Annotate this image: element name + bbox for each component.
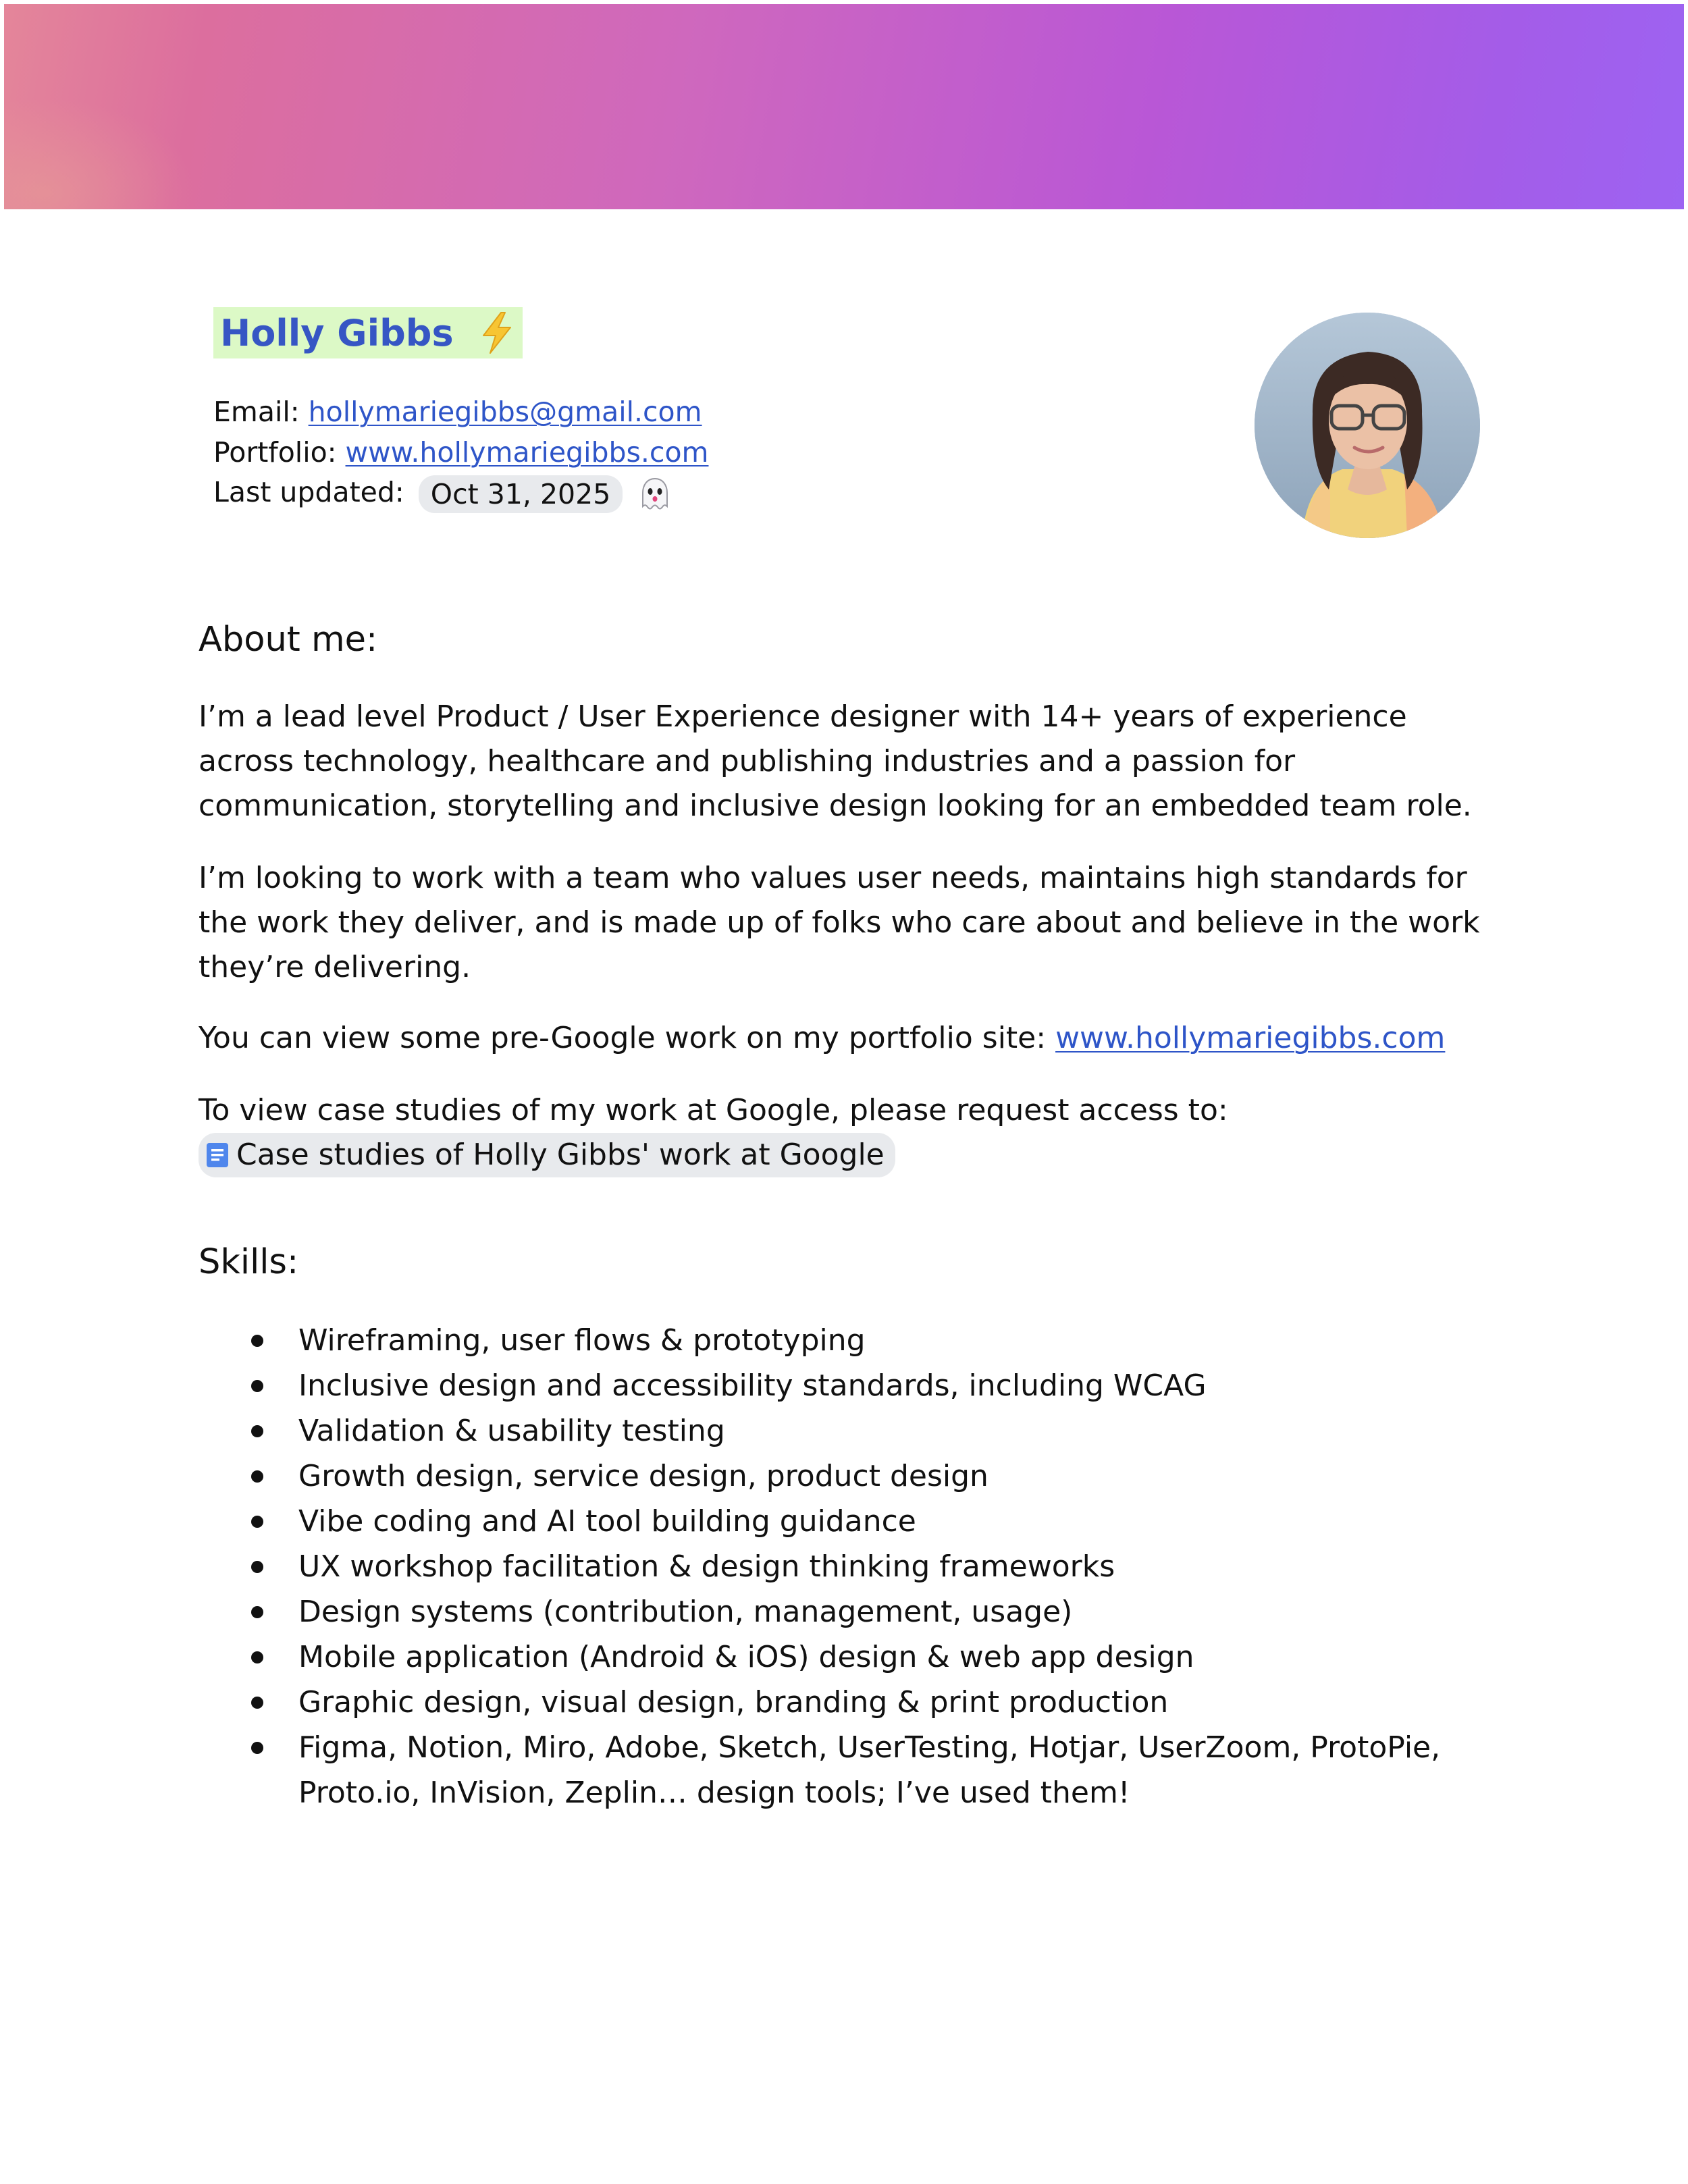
about-paragraph-2 — [199, 856, 1508, 990]
about-paragraph-1 — [199, 695, 1508, 828]
about-heading: About me: — [199, 620, 378, 660]
about-text-1: I’m a lead level Product / User Experience designer with 14+ years of experience across technology, healthcare and publishing industries and a passion for communication, storytelling and inclusive design looking for an embedded team role. — [199, 699, 1472, 823]
skill-text: Mobile application (Android & iOS) design & web app design — [298, 1640, 1194, 1674]
bullet-icon — [251, 1606, 263, 1618]
case-studies-doc-chip[interactable] — [199, 1133, 895, 1177]
list-item — [199, 1363, 1522, 1408]
about-text-2: I’m looking to work with a team who values user needs, maintains high standards for the work they deliver, and is made up of folks who care about and believe in the work they’re delivering. — [199, 861, 1480, 984]
skill-text: Graphic design, visual design, branding & print production — [298, 1685, 1169, 1720]
profile-photo — [1255, 313, 1480, 538]
skill-text: Vibe coding and AI tool building guidance — [298, 1504, 916, 1539]
list-item — [199, 1589, 1522, 1634]
skill-text: Figma, Notion, Miro, Adobe, Sketch, UserTesting, Hotjar, UserZoom, ProtoPie, Proto.io, InVision, Zeplin… design tools; I’ve used them! — [298, 1730, 1441, 1810]
email-row — [213, 396, 702, 428]
bullet-icon — [251, 1335, 263, 1347]
skill-text: Validation & usability testing — [298, 1414, 725, 1448]
skills-list — [199, 1318, 1522, 1815]
last-updated-row — [213, 475, 670, 513]
email-link[interactable]: hollymariegibbs@gmail.com — [308, 396, 702, 428]
email-label: Email: — [213, 396, 300, 428]
bullet-icon — [251, 1470, 263, 1483]
portfolio-site-text: You can view some pre-Google work on my portfolio site: — [199, 1021, 1056, 1055]
list-item — [199, 1318, 1522, 1363]
bullet-icon — [251, 1697, 263, 1709]
skill-text: Design systems (contribution, management, usage) — [298, 1595, 1073, 1629]
page-title: Holly Gibbs — [220, 311, 454, 354]
about-paragraph-3 — [199, 1016, 1508, 1061]
skills-heading: Skills: — [199, 1242, 299, 1282]
lightning-bolt-icon — [478, 311, 516, 354]
ghost-icon — [639, 477, 670, 512]
list-item — [199, 1454, 1522, 1499]
date-chip[interactable]: Oct 31, 2025 — [419, 475, 623, 513]
list-item — [199, 1408, 1522, 1454]
last-updated-label: Last updated: — [213, 476, 404, 508]
portfolio-label: Portfolio: — [213, 436, 337, 469]
doc-chip-label: Case studies of Holly Gibbs' work at Google — [236, 1138, 885, 1172]
bullet-icon — [251, 1516, 263, 1528]
skill-text: Growth design, service design, product design — [298, 1459, 988, 1493]
header-banner — [4, 4, 1684, 209]
list-item — [199, 1725, 1522, 1815]
list-item — [199, 1680, 1522, 1725]
skill-text: Inclusive design and accessibility standards, including WCAG — [298, 1368, 1207, 1403]
case-studies-text: To view case studies of my work at Google, please request access to: — [199, 1093, 1228, 1127]
bullet-icon — [251, 1425, 263, 1437]
bullet-icon — [251, 1742, 263, 1754]
portfolio-site-link[interactable]: www.hollymariegibbs.com — [1055, 1021, 1446, 1055]
about-paragraph-4 — [199, 1088, 1508, 1181]
skill-text: UX workshop facilitation & design thinking frameworks — [298, 1549, 1115, 1584]
list-item — [199, 1634, 1522, 1680]
name-highlight — [213, 307, 523, 358]
google-docs-icon — [205, 1142, 230, 1169]
bullet-icon — [251, 1651, 263, 1663]
skill-text: Wireframing, user flows & prototyping — [298, 1323, 866, 1358]
bullet-icon — [251, 1380, 263, 1392]
list-item — [199, 1499, 1522, 1544]
bullet-icon — [251, 1561, 263, 1573]
avatar — [1255, 313, 1480, 538]
portfolio-row — [213, 436, 708, 469]
portfolio-link[interactable]: www.hollymariegibbs.com — [345, 436, 709, 469]
list-item — [199, 1544, 1522, 1589]
